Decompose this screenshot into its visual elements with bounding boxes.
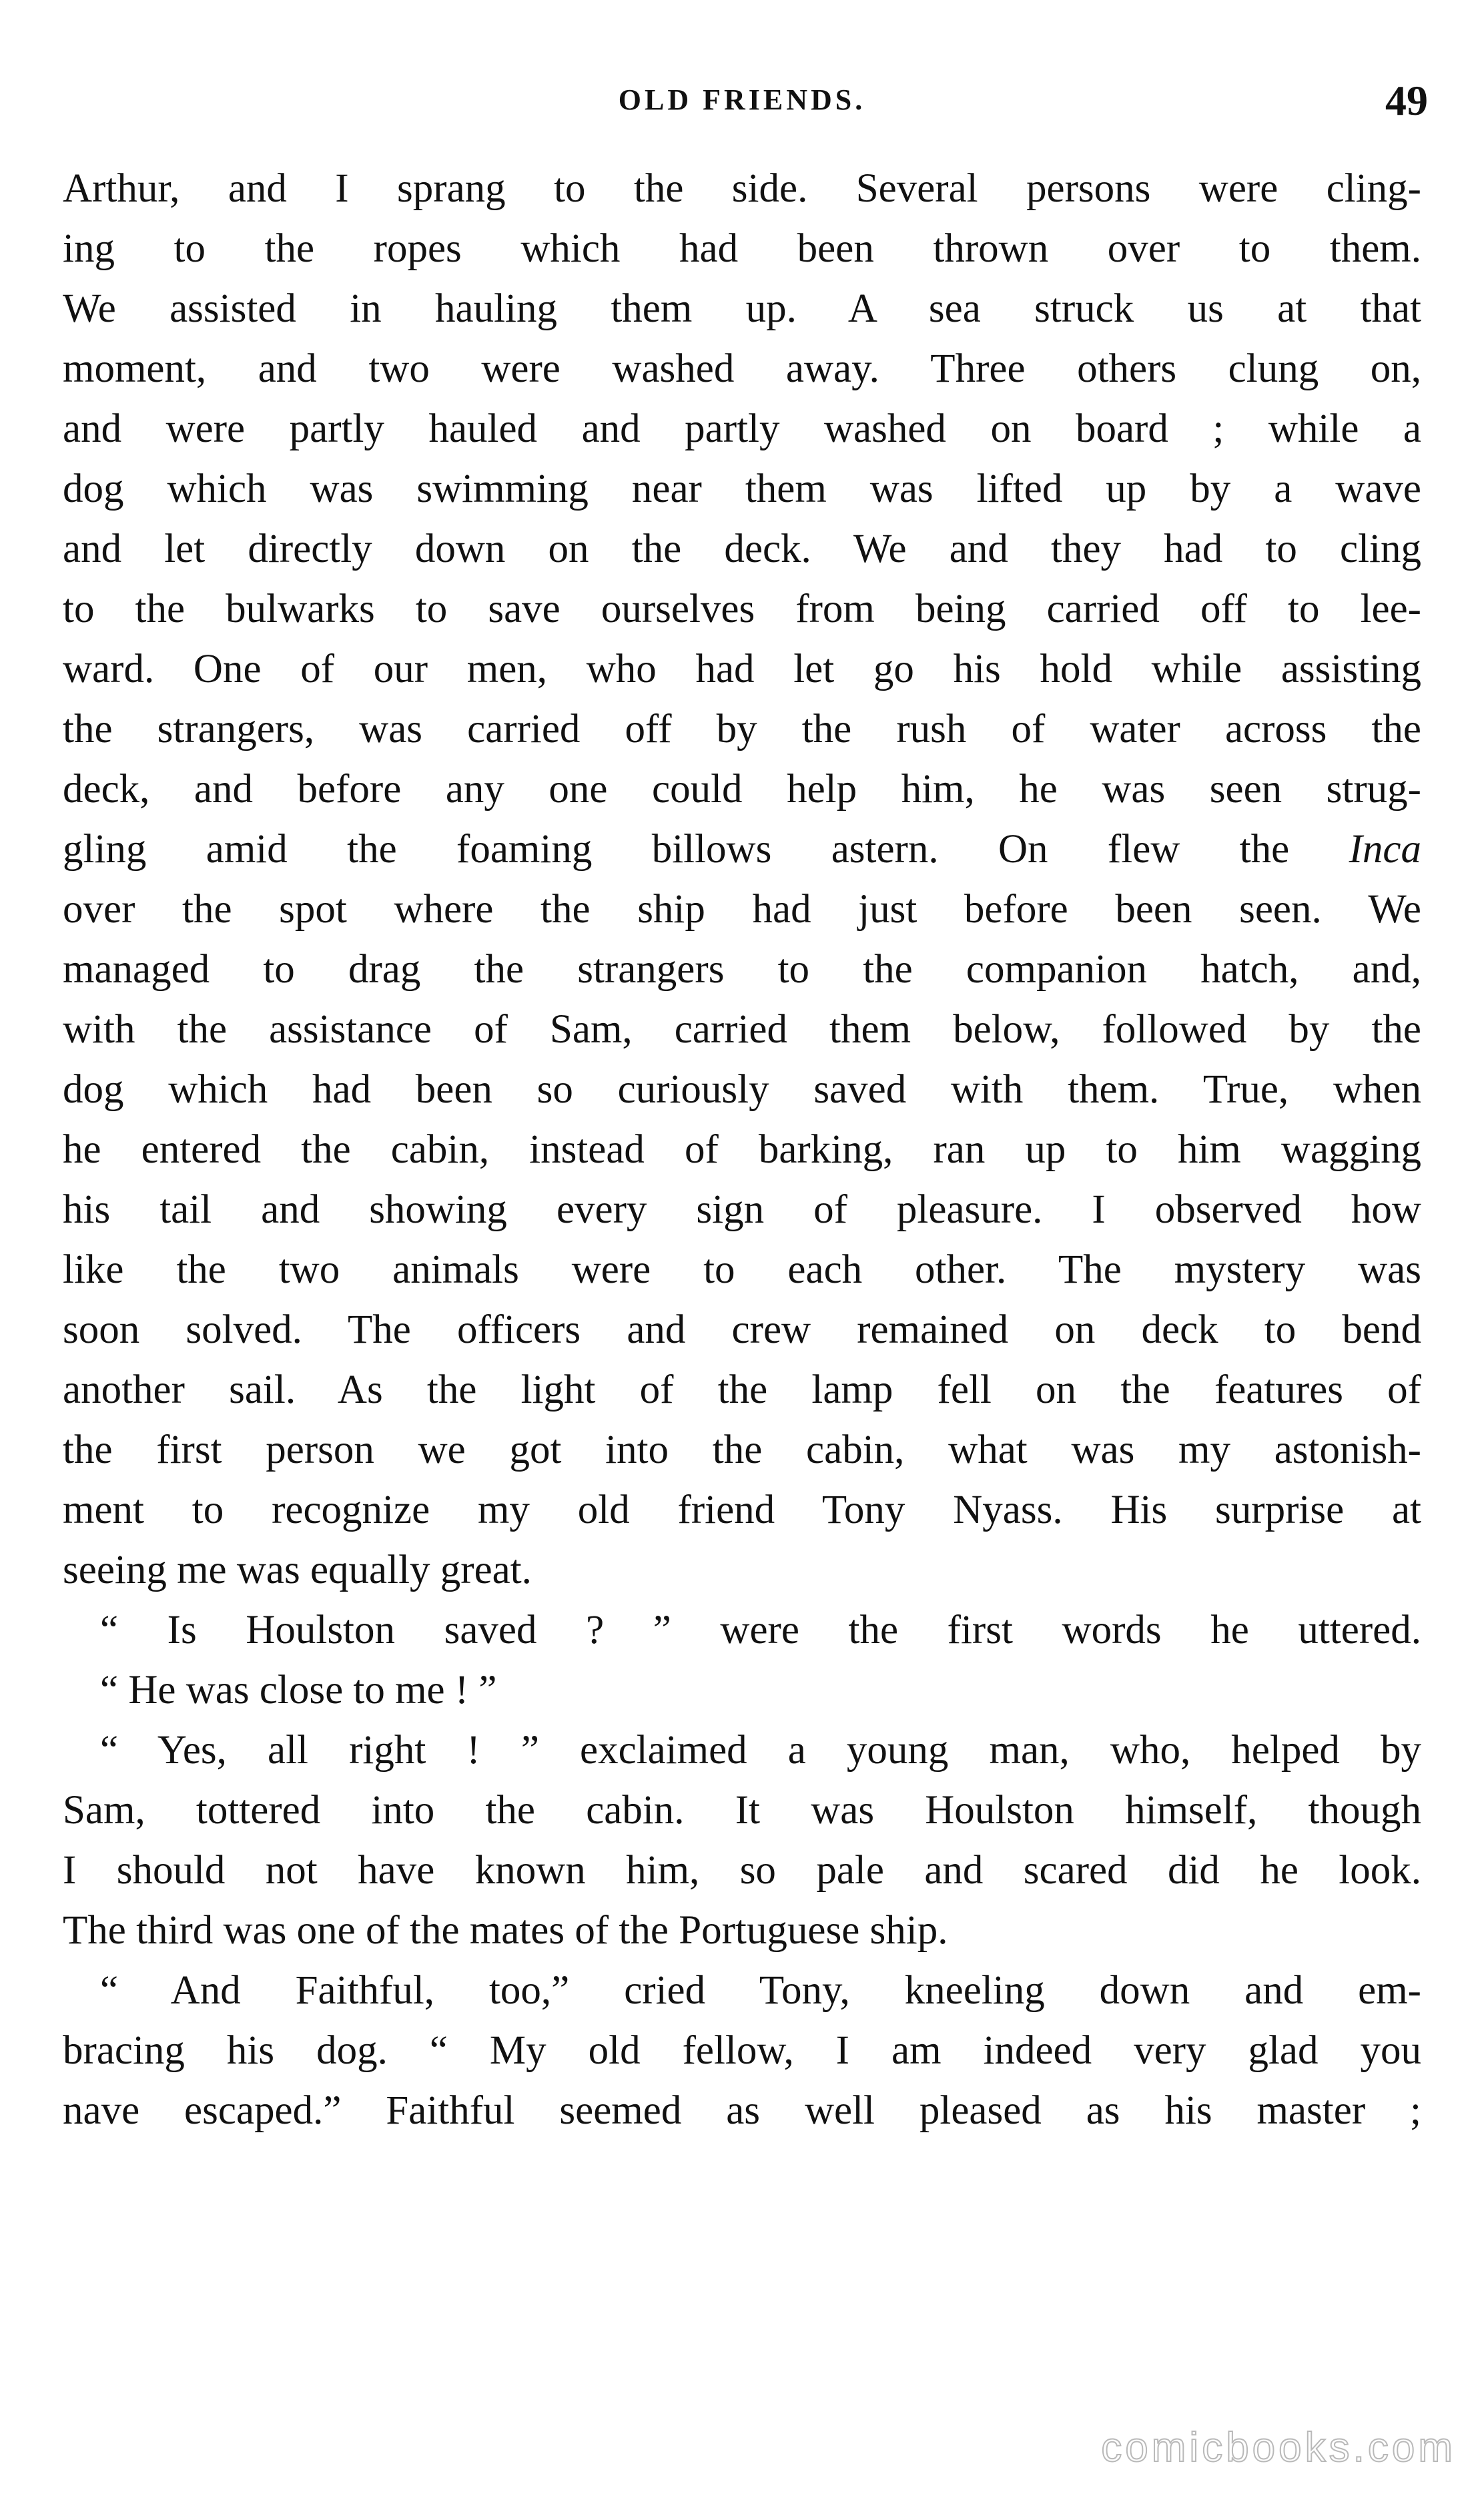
text-line-24: seeing me was equally great.: [63, 1548, 532, 1592]
text-line-19: like the two animals were to each other. The mystery was: [63, 1247, 1421, 1292]
text-line-31: “ And Faithful, too,” cried Tony, kneeling down and em-: [100, 1968, 1421, 2013]
text-line-17: he entered the cabin, instead of barking, ran up to him wagging: [63, 1127, 1421, 1172]
text-line-5: and were partly hauled and partly washed on board ; while a: [63, 406, 1421, 451]
text-line-29: I should not have known him, so pale and scared did he look.: [63, 1848, 1421, 1893]
text-line-27: “ Yes, all right ! ” exclaimed a young man, who, helped by: [100, 1728, 1421, 1773]
text-line-16: dog which had been so curiously saved with them. True, when: [63, 1067, 1421, 1112]
text-line-7: and let directly down on the deck. We and they had to cling: [63, 527, 1421, 571]
watermark: comicbooks.com: [1101, 2425, 1456, 2471]
page-number: 49: [1385, 77, 1428, 124]
text-line-12: gling amid the foaming billows astern. On flew the Inca: [63, 827, 1421, 872]
text-line-4: moment, and two were washed away. Three others clung on,: [63, 346, 1421, 391]
text-line-22: the first person we got into the cabin, what was my astonish-: [63, 1428, 1421, 1472]
text-line-3: We assisted in hauling them up. A sea struck us at that: [63, 286, 1421, 331]
text-line-15: with the assistance of Sam, carried them below, followed by the: [63, 1007, 1421, 1052]
text-line-20: soon solved. The officers and crew remained on deck to bend: [63, 1307, 1421, 1352]
text-line-10: the strangers, was carried off by the rush of water across the: [63, 707, 1421, 751]
text-line-2: ing to the ropes which had been thrown over to them.: [63, 226, 1421, 271]
text-line-1: Arthur, and I sprang to the side. Several persons were cling-: [63, 166, 1421, 211]
text-line-14: managed to drag the strangers to the companion hatch, and,: [63, 947, 1421, 992]
text-line-13: over the spot where the ship had just before been seen. We: [63, 887, 1421, 932]
text-line-6: dog which was swimming near them was lifted up by a wave: [63, 466, 1421, 511]
text-line-18: his tail and showing every sign of pleasure. I observed how: [63, 1187, 1421, 1232]
text-line-28: Sam, tottered into the cabin. It was Houlston himself, though: [63, 1788, 1421, 1833]
text-line-11: deck, and before any one could help him, he was seen strug-: [63, 767, 1421, 812]
text-line-9: ward. One of our men, who had let go his hold while assisting: [63, 647, 1421, 691]
running-title: OLD FRIENDS.: [618, 83, 866, 116]
text-line-33: nave escaped.” Faithful seemed as well pleased as his master ;: [63, 2088, 1421, 2133]
text-line-25: “ Is Houlston saved ? ” were the first words he uttered.: [100, 1608, 1421, 1652]
text-line-21: another sail. As the light of the lamp fell on the features of: [63, 1367, 1421, 1412]
text-line-26: “ He was close to me ! ”: [100, 1668, 497, 1712]
ship-name-italic: Inca: [1349, 827, 1421, 872]
text-line-30: The third was one of the mates of the Portuguese ship.: [63, 1908, 948, 1953]
text-line-32: bracing his dog. “ My old fellow, I am indeed very glad you: [63, 2028, 1421, 2073]
text-line-8: to the bulwarks to save ourselves from being carried off to lee-: [63, 587, 1421, 631]
text-line-23: ment to recognize my old friend Tony Nyass. His surprise at: [63, 1488, 1421, 1532]
running-header: [0, 79, 1484, 132]
